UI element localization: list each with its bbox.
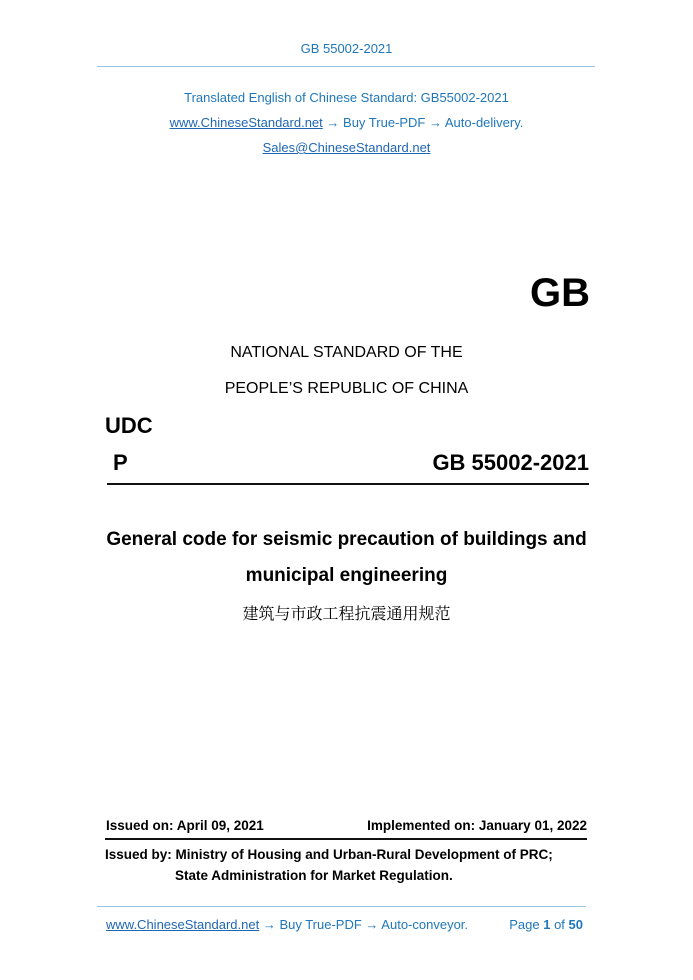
header-standard-code: GB 55002-2021 [300, 41, 393, 56]
footer-promo-line [106, 917, 468, 932]
sales-email-link[interactable]: Sales@ChineseStandard.net [262, 140, 431, 155]
number-divider [107, 483, 589, 485]
national-standard-line2: PEOPLE’S REPUBLIC OF CHINA [224, 380, 469, 397]
standard-number: GB 55002-2021 [432, 450, 589, 475]
header-buy-text: → Buy True-PDF → Auto-delivery. [326, 115, 524, 130]
page-total: 50 [568, 917, 583, 932]
implemented-on: Implemented on: January 01, 2022 [367, 818, 587, 833]
issuance-divider [105, 838, 587, 840]
translated-line: Translated English of Chinese Standard: GB55002-2021 [184, 90, 509, 105]
footer-buy-text: → Buy True-PDF → Auto-conveyor. [262, 917, 469, 932]
page-indicator [480, 917, 583, 932]
issued-by-line1: Issued by: Ministry of Housing and Urban-Rural Development of PRC; [105, 847, 553, 862]
title-line2: municipal engineering [245, 565, 448, 586]
national-standard-line1: NATIONAL STANDARD OF THE [230, 344, 463, 361]
header-divider [97, 66, 595, 67]
footer-site-link[interactable]: www.ChineseStandard.net [106, 917, 260, 932]
title-line1: General code for seismic precaution of buildings and [106, 529, 587, 550]
udc-label: UDC [105, 413, 153, 438]
issued-on: Issued on: April 09, 2021 [106, 818, 264, 833]
page-current: 1 [543, 917, 551, 932]
issued-by-line2: State Administration for Market Regulation. [175, 868, 453, 883]
p-label: P [113, 450, 128, 475]
gb-mark: GB [530, 271, 590, 315]
chinese-title: 建筑与市政工程抗震通用规范 [242, 604, 451, 623]
page-of: of [554, 917, 565, 932]
header-site-link[interactable]: www.ChineseStandard.net [169, 115, 323, 130]
footer-divider [97, 906, 586, 907]
header-promo-line [0, 115, 693, 130]
page-label: Page [509, 917, 540, 932]
sales-email-line [0, 140, 693, 155]
